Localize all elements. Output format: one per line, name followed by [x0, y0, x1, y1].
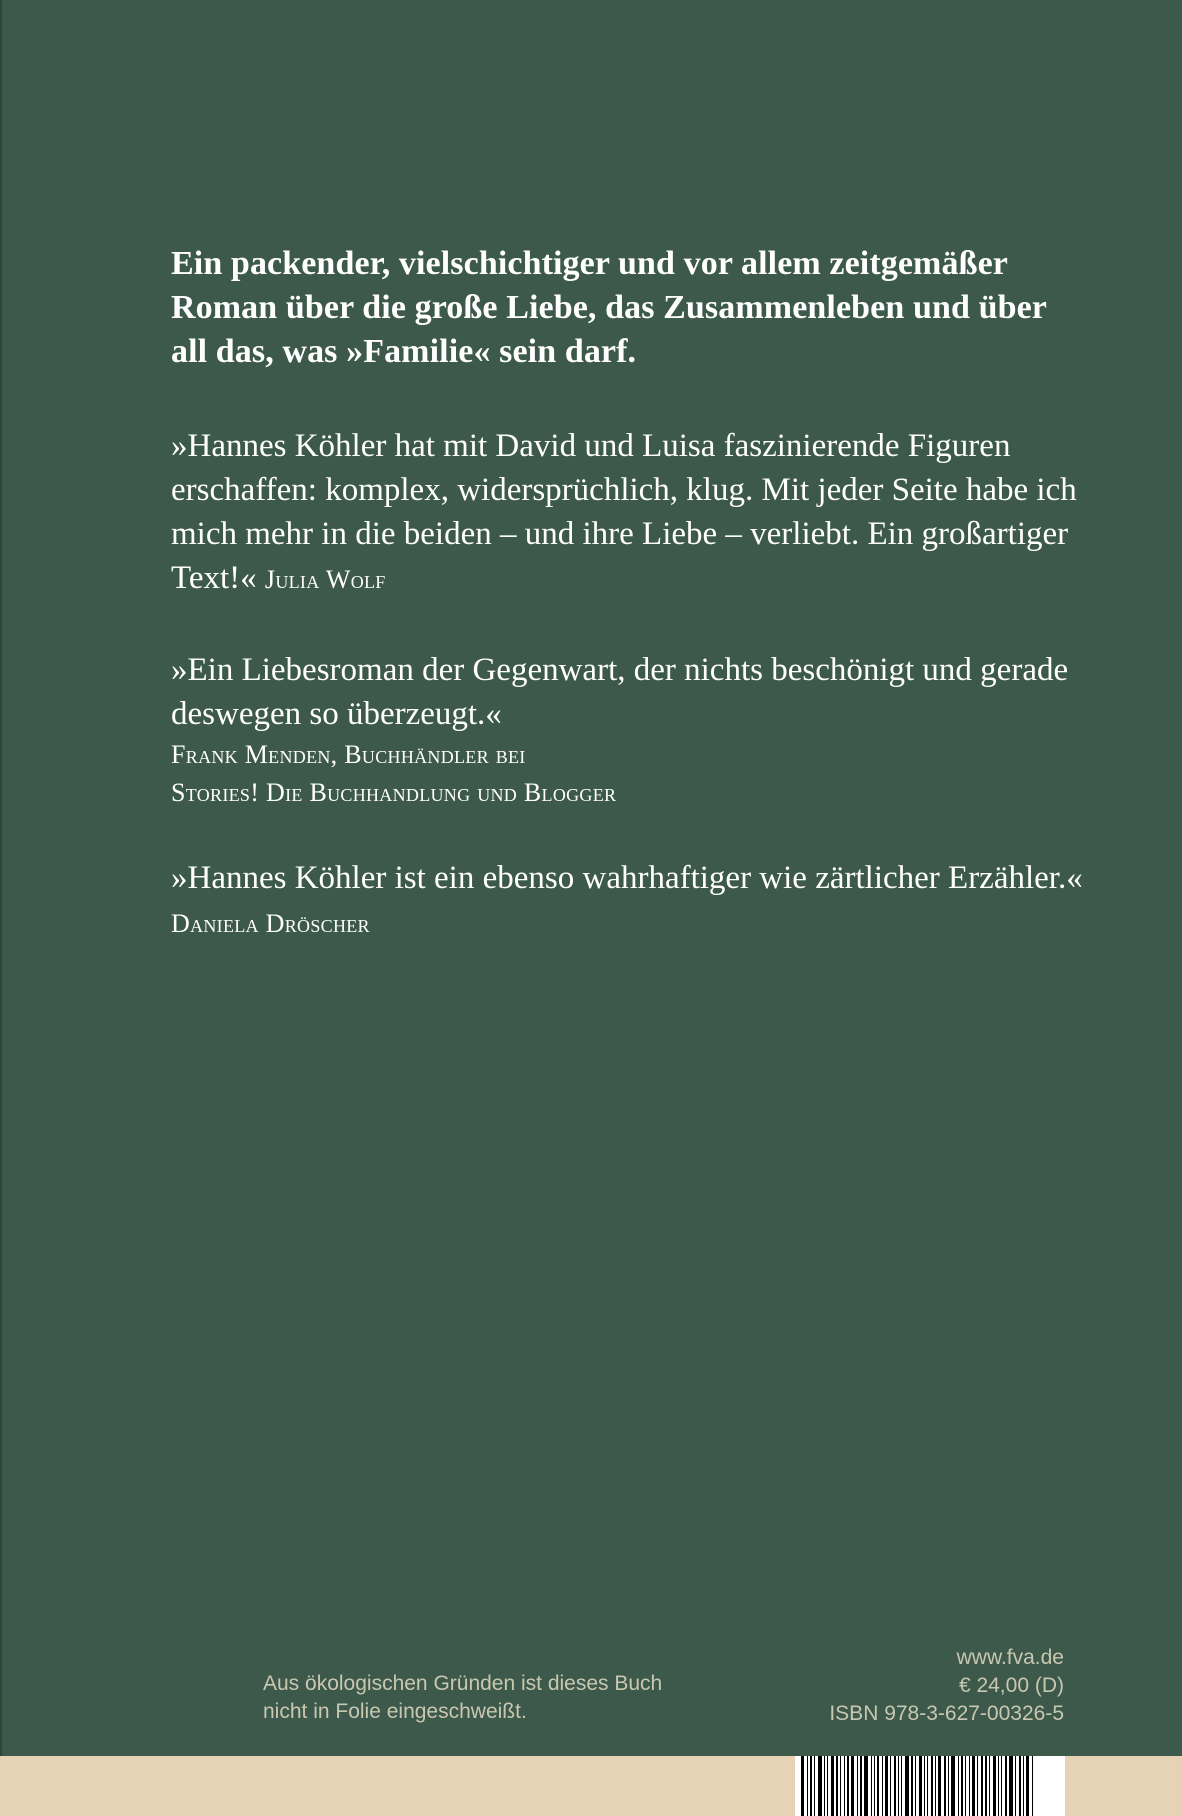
barcode-bar — [818, 1756, 822, 1816]
barcode-bar — [1032, 1756, 1033, 1816]
barcode-bar — [874, 1756, 875, 1816]
review-quote-attribution-line-2: Stories! Die Buchhandlung und Blogger — [171, 778, 617, 807]
barcode-bar — [993, 1756, 996, 1816]
barcode-bar — [919, 1756, 922, 1816]
barcode-bar — [860, 1756, 862, 1816]
cover-edge — [0, 0, 2, 1756]
barcode-bar — [810, 1756, 812, 1816]
barcode-bar — [944, 1756, 946, 1816]
barcode-bar — [951, 1756, 955, 1816]
publisher-info — [829, 1644, 1064, 1728]
barcode-bar — [985, 1756, 987, 1816]
barcode-bar — [972, 1756, 975, 1816]
review-quote-3 — [171, 856, 1091, 946]
review-quote-2 — [171, 648, 1091, 812]
barcode-bar — [927, 1756, 928, 1816]
isbn-label: ISBN 978-3-627-00326-5 — [829, 1702, 1064, 1725]
barcode-bar — [807, 1756, 808, 1816]
barcode-bar — [857, 1756, 858, 1816]
barcode-bar — [1023, 1756, 1024, 1816]
barcode-bar — [911, 1756, 913, 1816]
publisher-website: www.fva.de — [956, 1646, 1064, 1669]
lead-blurb: Ein packender, vielschichtiger und vor allem zeitgemäßer Roman über die große Liebe, das Zusammenleben und über all das, was »Familie« sein darf. — [171, 245, 1047, 370]
barcode-bar — [965, 1756, 966, 1816]
barcode — [795, 1756, 1065, 1816]
barcode-bar — [882, 1756, 883, 1816]
barcode-bar — [831, 1756, 834, 1816]
barcode-bar — [998, 1756, 999, 1816]
review-quote-attribution-line-1: Frank Menden, Buchhändler bei — [171, 740, 526, 769]
barcode-bar — [1001, 1756, 1002, 1816]
blurb-block — [171, 242, 1091, 992]
barcode-bar — [977, 1756, 978, 1816]
barcode-bar — [935, 1756, 936, 1816]
review-quote-1 — [171, 424, 1091, 602]
barcode-bar — [905, 1756, 909, 1816]
barcode-bar — [969, 1756, 970, 1816]
barcode-bar — [1015, 1756, 1016, 1816]
barcode-bar — [894, 1756, 896, 1816]
barcode-bar — [938, 1756, 941, 1816]
barcode-bar — [1005, 1756, 1007, 1816]
barcode-bar — [885, 1756, 888, 1816]
review-quote-text: »Ein Liebesroman der Gegenwart, der nichts beschönigt und gerade deswegen so überzeugt.« — [171, 652, 1069, 732]
barcode-bar — [877, 1756, 879, 1816]
barcode-bar — [814, 1756, 815, 1816]
barcode-bar — [1019, 1756, 1021, 1816]
ecology-note: Aus ökologischen Gründen ist dieses Buch nicht in Folie eingeschweißt. — [263, 1672, 663, 1723]
barcode-bar — [836, 1756, 838, 1816]
barcode-bar — [958, 1756, 959, 1816]
barcode-bar — [915, 1756, 916, 1816]
review-quote-text: »Hannes Köhler ist ein ebenso wahrhaftiger wie zärtlicher Erzähler.« — [171, 860, 1083, 896]
barcode-bar — [847, 1756, 849, 1816]
barcode-bar — [1009, 1756, 1013, 1816]
review-quote-attribution: Daniela Dröscher — [171, 909, 370, 938]
barcode-bar — [1026, 1756, 1029, 1816]
price-label: € 24,00 (D) — [958, 1674, 1064, 1697]
barcode-bar — [801, 1756, 804, 1816]
barcode-bar — [840, 1756, 841, 1816]
review-quote-text: »Hannes Köhler hat mit David und Luisa faszinierende Figuren erschaffen: komplex, widersprüchlich, klug. Mit jeder Seite habe ich mich mehr in die beiden – und ihre Liebe – verliebt. Ein großartiger Text!« — [171, 428, 1077, 596]
barcode-bar — [871, 1756, 872, 1816]
barcode-bar — [851, 1756, 854, 1816]
barcode-bar — [948, 1756, 949, 1816]
review-quote-attribution: Julia Wolf — [264, 565, 386, 594]
barcode-bar — [981, 1756, 983, 1816]
barcode-bar — [989, 1756, 990, 1816]
barcode-bar — [864, 1756, 868, 1816]
barcode-bar — [890, 1756, 891, 1816]
barcode-bar — [898, 1756, 899, 1816]
barcode-bar — [844, 1756, 845, 1816]
barcode-bar — [924, 1756, 925, 1816]
barcode-bar — [931, 1756, 933, 1816]
barcode-bar — [827, 1756, 828, 1816]
barcode-bar — [961, 1756, 963, 1816]
barcode-bar — [824, 1756, 825, 1816]
barcode-bar — [901, 1756, 902, 1816]
